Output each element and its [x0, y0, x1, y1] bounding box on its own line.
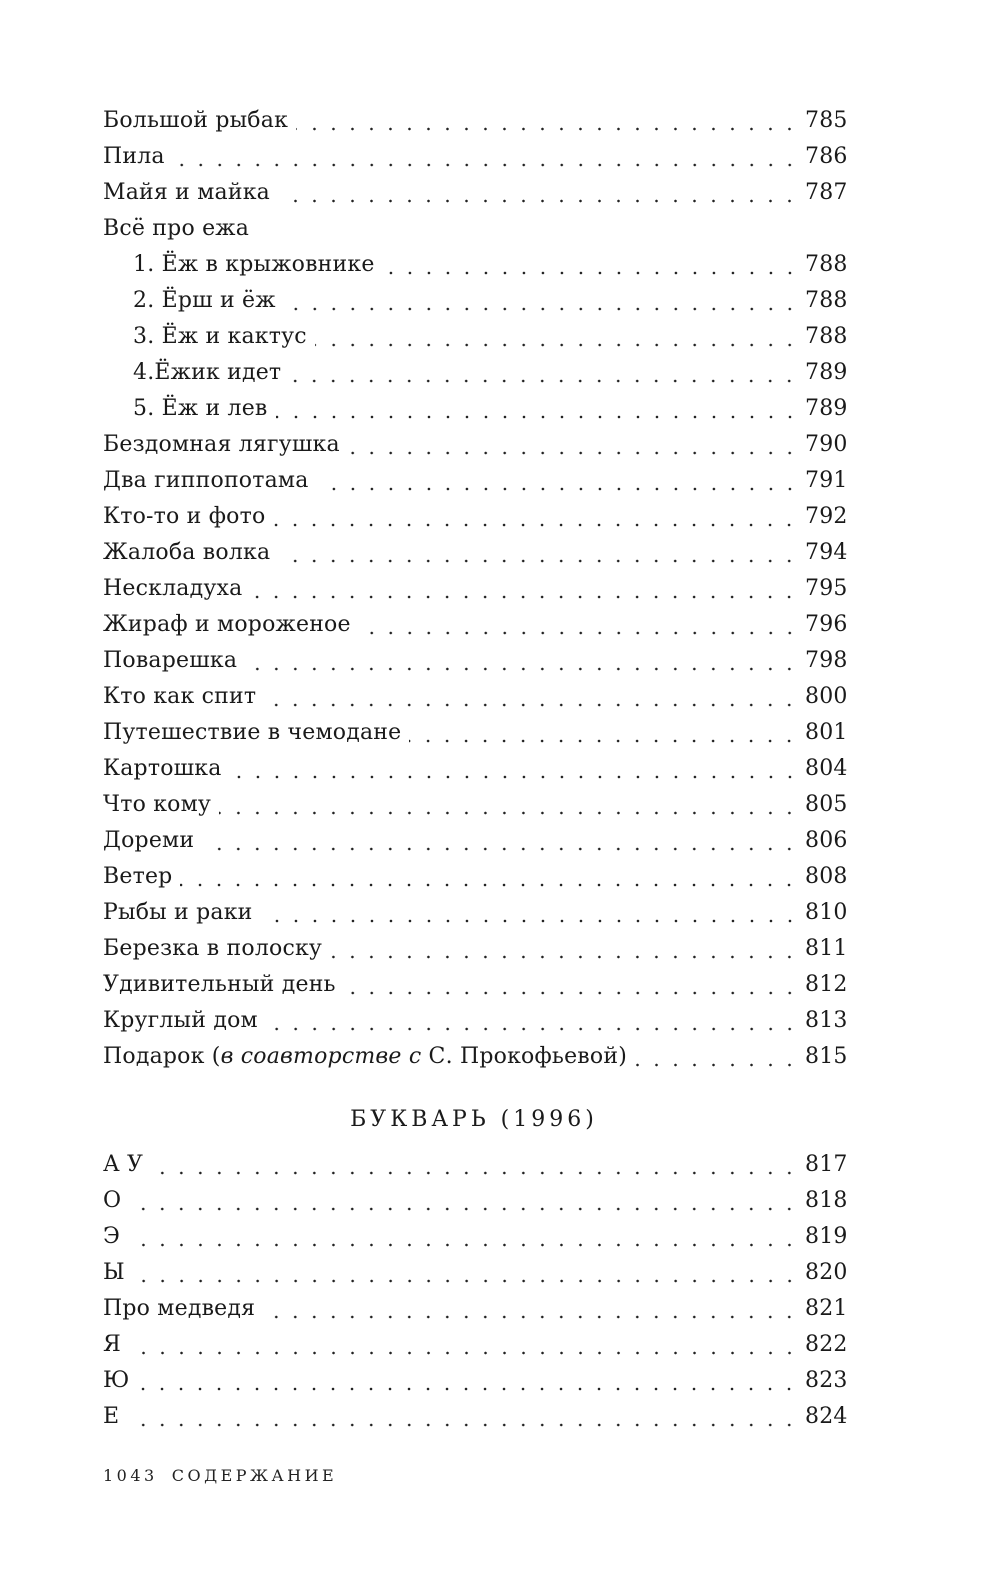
- toc-entry-page: 795: [805, 576, 848, 601]
- toc-dot-leader: [264, 687, 799, 709]
- toc-part-2: [103, 1147, 848, 1435]
- toc-dot-leader: [202, 831, 799, 853]
- toc-entry-page: 804: [805, 756, 848, 781]
- toc-entry-title: Пила: [103, 144, 165, 169]
- toc-entry-page: 790: [805, 432, 848, 457]
- toc-dot-leader: [133, 1263, 799, 1285]
- toc-entry-page: 817: [805, 1152, 848, 1177]
- toc-dot-leader: [273, 507, 799, 529]
- toc-entry: [103, 499, 848, 535]
- toc-entry-gift: [103, 1039, 848, 1075]
- toc-entry-title: Про медведя: [103, 1296, 256, 1321]
- toc-entry-page: 789: [805, 360, 848, 385]
- toc-entry-title: Ю: [103, 1368, 130, 1393]
- toc-dot-leader: [383, 255, 799, 277]
- toc-entry-page: 810: [805, 900, 848, 925]
- toc-entry: [103, 859, 848, 895]
- toc-entry: [103, 355, 848, 391]
- toc-entry-page: 819: [805, 1224, 848, 1249]
- toc-entry-title: Э: [103, 1224, 121, 1249]
- toc-entry: [103, 1219, 848, 1255]
- toc-entry-title: Удивительный день: [103, 972, 336, 997]
- page-footer: [103, 1466, 337, 1485]
- toc-entry-title: Рыбы и раки: [103, 900, 253, 925]
- toc-entry-page: 806: [805, 828, 848, 853]
- toc-entry-title: Я: [103, 1332, 121, 1357]
- toc-dot-leader: [276, 399, 799, 421]
- toc-entry: [103, 1327, 848, 1363]
- toc-entry-page: 794: [805, 540, 848, 565]
- toc-dot-leader: [137, 1371, 799, 1393]
- toc-entry-page: 822: [805, 1332, 848, 1357]
- toc-entry: [103, 391, 848, 427]
- toc-entry-title: Путешествие в чемодане: [103, 720, 402, 745]
- toc-dot-leader: [289, 363, 799, 385]
- toc-dot-leader: [409, 723, 799, 745]
- toc-entry: [103, 931, 848, 967]
- toc-entry: [103, 535, 848, 571]
- toc-entry-page: 787: [805, 180, 848, 205]
- toc-entry: [103, 103, 848, 139]
- toc-entry-page: 808: [805, 864, 848, 889]
- toc-entry: [103, 715, 848, 751]
- toc-dot-leader: [128, 1227, 799, 1249]
- toc-entry-page: 792: [805, 504, 848, 529]
- toc-entry-title: Жираф и мороженое: [103, 612, 351, 637]
- toc-entry: [103, 427, 848, 463]
- toc-entry-page: 824: [805, 1404, 848, 1429]
- toc-entry: [103, 1147, 848, 1183]
- toc-entry-title: 2. Ёрш и ёж: [133, 288, 276, 313]
- toc-dot-leader: [635, 1047, 799, 1069]
- toc-entry: [103, 139, 848, 175]
- toc-entry: [103, 571, 848, 607]
- toc-entry: [103, 679, 848, 715]
- toc-entry-title: Березка в полоску: [103, 936, 323, 961]
- toc-dot-leader: [230, 759, 799, 781]
- toc-dot-leader: [261, 903, 799, 925]
- toc-entry-page: 785: [805, 108, 848, 133]
- toc-entry: [103, 175, 848, 211]
- toc-dot-leader: [330, 939, 799, 961]
- toc-entry-title: 3. Ёж и кактус: [133, 324, 307, 349]
- toc-entry: [103, 643, 848, 679]
- toc-entry-title: Подарок (в соавторстве с С. Прокофьевой): [103, 1044, 627, 1069]
- toc-entry-title: Майя и майка: [103, 180, 270, 205]
- toc-entry: [103, 211, 845, 247]
- toc-dot-leader: [180, 867, 799, 889]
- toc-entry-title: Всё про ежа: [103, 216, 250, 241]
- toc-entry-title: 4.Ёжик идет: [133, 360, 282, 385]
- toc-entry: [103, 1003, 848, 1039]
- toc-dot-leader: [315, 327, 799, 349]
- toc-entry-title: Жалоба волка: [103, 540, 271, 565]
- toc-entry-page: 786: [805, 144, 848, 169]
- toc-entry-title: 1. Ёж в крыжовнике: [133, 252, 375, 277]
- toc-entry: [103, 1255, 848, 1291]
- toc-entry-title: Ветер: [103, 864, 173, 889]
- toc-entry-page: 811: [805, 936, 848, 961]
- toc-dot-leader: [278, 543, 799, 565]
- toc-dot-leader: [245, 651, 799, 673]
- toc-entry-title: Кто как спит: [103, 684, 257, 709]
- toc-dot-leader: [344, 975, 799, 997]
- toc-dot-leader: [151, 1155, 799, 1177]
- toc-dot-leader: [129, 1191, 799, 1213]
- toc-entry-title: Дореми: [103, 828, 195, 853]
- toc-entry-title: Нескладуха: [103, 576, 243, 601]
- toc-entry: [103, 1363, 848, 1399]
- toc-entry: [103, 751, 848, 787]
- toc-dot-leader: [284, 291, 799, 313]
- toc-entry-page: 788: [805, 252, 848, 277]
- toc-entry: [103, 967, 848, 1003]
- toc-dot-leader: [127, 1407, 799, 1429]
- toc-entry: [103, 1183, 848, 1219]
- toc-part-1: [103, 103, 848, 1039]
- toc-entry-page: 805: [805, 792, 848, 817]
- toc-entry-page: 815: [805, 1044, 848, 1069]
- toc-dot-leader: [129, 1335, 799, 1357]
- footer-running-title: СОДЕРЖАНИЕ: [171, 1466, 338, 1485]
- toc-entry-page: 788: [805, 324, 848, 349]
- toc-dot-leader: [317, 471, 799, 493]
- toc-dot-leader: [266, 1011, 799, 1033]
- toc-dot-leader: [359, 615, 799, 637]
- toc-entry-title: Е: [103, 1404, 120, 1429]
- toc-entry-page: 823: [805, 1368, 848, 1393]
- toc-dot-leader: [263, 1299, 799, 1321]
- toc-entry-title: Поварешка: [103, 648, 238, 673]
- toc-entry-page: 801: [805, 720, 848, 745]
- toc-entry: [103, 247, 848, 283]
- toc-entry-title: Ы: [103, 1260, 125, 1285]
- toc-entry: [103, 787, 848, 823]
- toc-entry: [103, 319, 848, 355]
- toc-entry-page: 796: [805, 612, 848, 637]
- footer-page-number: 1043: [103, 1466, 158, 1485]
- section-heading-bukvar: БУКВАРЬ (1996): [350, 1107, 598, 1132]
- toc-entry-page: 812: [805, 972, 848, 997]
- toc-dot-leader: [219, 795, 799, 817]
- toc-entry: [103, 1291, 848, 1327]
- toc-entry-page: 788: [805, 288, 848, 313]
- toc-entry-page: 791: [805, 468, 848, 493]
- table-of-contents: [103, 103, 848, 1435]
- toc-entry-title: Кто-то и фото: [103, 504, 266, 529]
- toc-entry-title: А У: [103, 1152, 144, 1177]
- toc-entry: [103, 607, 848, 643]
- toc-entry-title: Большой рыбак: [103, 108, 289, 133]
- toc-entry-page: 789: [805, 396, 848, 421]
- toc-entry-title: Картошка: [103, 756, 222, 781]
- toc-entry-title: 5. Ёж и лев: [133, 396, 268, 421]
- toc-entry-title: О: [103, 1188, 122, 1213]
- toc-entry-page: 800: [805, 684, 848, 709]
- toc-entry-title: Два гиппопотама: [103, 468, 309, 493]
- toc-entry-page: 820: [805, 1260, 848, 1285]
- toc-entry-title: Бездомная лягушка: [103, 432, 340, 457]
- toc-entry-page: 821: [805, 1296, 848, 1321]
- toc-dot-leader: [296, 111, 799, 133]
- toc-entry-page: 813: [805, 1008, 848, 1033]
- toc-dot-leader: [250, 579, 799, 601]
- toc-entry-page: 798: [805, 648, 848, 673]
- toc-entry: [103, 895, 848, 931]
- toc-entry: [103, 823, 848, 859]
- toc-entry: [103, 283, 848, 319]
- toc-entry-title: Что кому: [103, 792, 212, 817]
- toc-dot-leader: [173, 147, 799, 169]
- toc-entry: [103, 1399, 848, 1435]
- toc-dot-leader: [348, 435, 799, 457]
- toc-entry-title: Круглый дом: [103, 1008, 258, 1033]
- toc-entry-page: 818: [805, 1188, 848, 1213]
- toc-dot-leader: [278, 183, 799, 205]
- toc-entry: [103, 463, 848, 499]
